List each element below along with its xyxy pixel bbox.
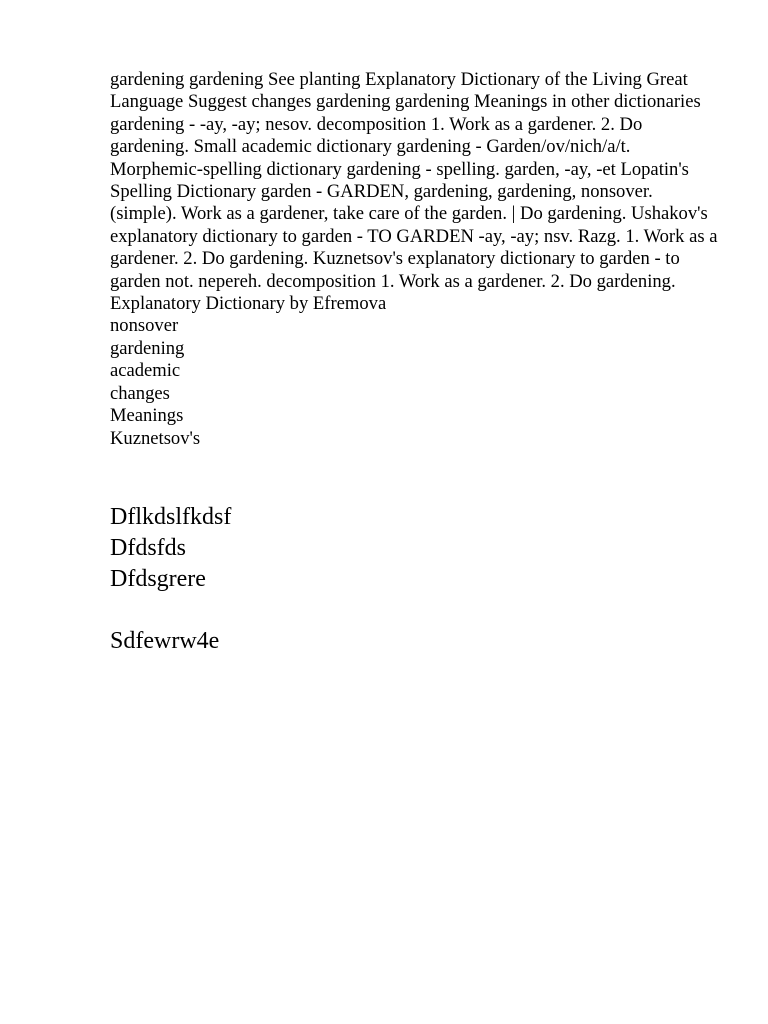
dictionary-paragraph: gardening gardening See planting Explanatory Dictionary of the Living Great Language Suggest changes gardening gardening Meanings in other dictionaries gardening - -ay, -ay; nesov. decomposition 1. Work as a gardener. 2. Do gardening. Small academic dictionary gardening - Garden/ov/nich/a/t. Morphemic-spelling dictionary gardening - spelling. garden, -ay, -et Lopatin's Spelling Dictionary garden - GARDEN, gardening, gardening, nonsover. (simple). Work as a gardener, take care of the garden. | Do gardening. Ushakov's explanatory dictionary to garden - TO GARDEN -ay, -ay; nsv. Razg. 1. Work as a gardener. 2. Do gardening. Kuznetsov's explanatory dictionary to garden - to garden not. nepereh. decomposition 1. Work as a gardener. 2. Do gardening. Explanatory Dictionary by Efremova (110, 69, 718, 315)
word-list-item: changes (110, 382, 170, 404)
large-line: Dfdsgrere (110, 566, 206, 592)
word-list-item: nonsover (110, 315, 179, 337)
word-list-item: Kuznetsov's (110, 427, 201, 449)
word-list-item: Meanings (110, 405, 184, 427)
large-line: Sdfewrw4e (110, 628, 220, 654)
large-line: Dfdsfds (110, 535, 186, 561)
body-text (110, 69, 720, 450)
word-list-item: academic (110, 360, 181, 382)
large-line: Dflkdslfkdsf (110, 504, 232, 530)
large-text-block (110, 502, 231, 657)
word-list (110, 315, 720, 449)
word-list-item: gardening (110, 337, 185, 359)
